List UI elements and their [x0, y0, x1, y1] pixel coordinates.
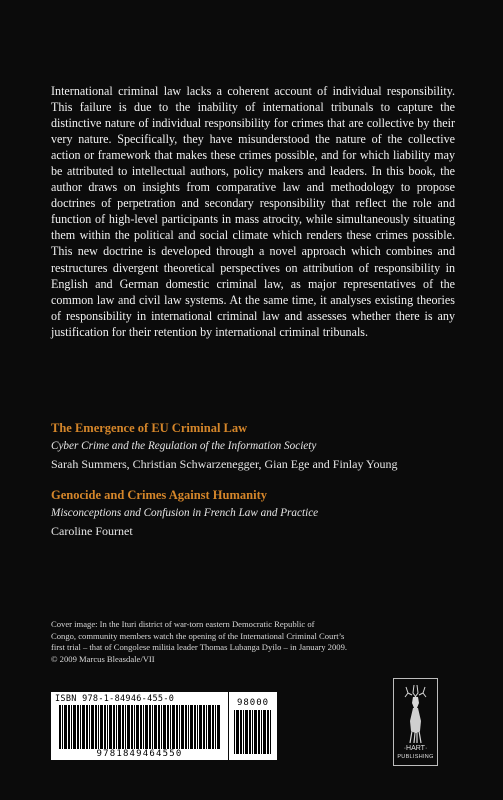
barcode-bar [252, 710, 253, 754]
barcode-bar [125, 705, 126, 749]
barcode-bar [236, 710, 239, 754]
barcode-bar [208, 705, 211, 749]
barcode-bar [197, 705, 198, 749]
cover-credit-line: Cover image: In the Ituri district of war-torn eastern Democratic Republic of [51, 619, 315, 629]
barcode-bar [77, 705, 79, 749]
price-barcode [229, 692, 277, 760]
barcode-bar [167, 705, 169, 749]
barcode-bar [176, 705, 178, 749]
barcode-bars [59, 705, 220, 749]
barcode-bar [80, 705, 81, 749]
price-code: 98000 [236, 698, 270, 708]
barcode-bar [234, 710, 235, 754]
barcode-bar [109, 705, 112, 749]
barcode-bar [140, 705, 142, 749]
barcode-bar [267, 710, 269, 754]
barcode-bar [118, 705, 121, 749]
barcode-bar [113, 705, 115, 749]
back-cover-blurb: International criminal law lacks a coherent account of individual responsibility. This failure is due to the inability of international tribunals to capture the distinctive nature of individual responsibility for crimes that are collective by their very nature. Specifically, they have misunderstood the nature of the collective action or framework that makes these crimes possible, and for which liability may be attributed to intellectual authors, policy makers and leaders. In this book, the author draws on insights from comparative law and methodology to propose doctrines of perpetration and secondary responsibility that reflect the role and function of high-level participants in mass atrocity, while simultaneously situating them within the political and social climate which renders these crimes possible. This new doctrine is developed through a novel approach which combines and restructures divergent theoretical perspectives on attribution of responsibility in English and German domestic criminal law, as major representatives of the common law and civil law systems. At the same time, it analyses existing theories of responsibility in international criminal law and assesses whether there is any justification for their retention by international criminal tribunals. [51, 84, 455, 339]
barcode-bar [62, 705, 63, 749]
barcode-bar [86, 705, 88, 749]
barcode-bar [249, 710, 251, 754]
barcode-bar [143, 705, 144, 749]
barcode-bar [199, 705, 202, 749]
barcode-bar [170, 705, 171, 749]
barcode-bar [122, 705, 124, 749]
cover-credit-line: © 2009 Marcus Bleasdale/VII [51, 653, 155, 664]
barcode-bar [127, 705, 130, 749]
barcode-bar [145, 705, 148, 749]
barcode-bar [104, 705, 106, 749]
barcode-bar [263, 710, 266, 754]
barcode-bar [82, 705, 85, 749]
barcode-bar [59, 705, 61, 749]
barcode-bar [270, 710, 271, 754]
barcode-bar [73, 705, 76, 749]
publisher-subname: PUBLISHING [397, 754, 434, 760]
barcode-bar [152, 705, 153, 749]
related-book-subtitle: Misconceptions and Confusion in French Law and Practice [51, 507, 319, 519]
barcode-bar [181, 705, 184, 749]
barcode-bar [172, 705, 175, 749]
barcode-bar [243, 710, 244, 754]
hart-publishing-logo [393, 678, 438, 766]
barcode-bar [149, 705, 151, 749]
barcode-bar [64, 705, 67, 749]
stag-icon [394, 681, 437, 745]
barcode-bar [116, 705, 117, 749]
barcode-bar [194, 705, 196, 749]
barcode-bar [98, 705, 99, 749]
barcode-bar [212, 705, 214, 749]
barcode-bar [217, 705, 220, 749]
barcode-bar [107, 705, 108, 749]
barcode-bar [158, 705, 160, 749]
barcode-bar [188, 705, 189, 749]
barcode-bar [134, 705, 135, 749]
barcode-number: 9781849464550 [96, 749, 183, 759]
cover-credit-line: first trial – that of Congolese militia leader Thomas Lubanga Dyilo – in January 2009. [51, 642, 348, 653]
related-book-2 [51, 487, 471, 540]
related-book-title: The Emergence of EU Criminal Law [51, 421, 248, 435]
isbn-barcode [51, 692, 228, 760]
cover-credit-line: Congo, community members watch the opening of the International Criminal Court’s [51, 630, 345, 641]
barcode-bar [203, 705, 205, 749]
barcode-bar [179, 705, 180, 749]
barcode-bar [95, 705, 97, 749]
barcode-bar [161, 705, 162, 749]
barcode-bar [245, 710, 248, 754]
barcode-bar [163, 705, 166, 749]
related-book-authors: Caroline Fournet [51, 524, 133, 538]
barcode-bar [154, 705, 157, 749]
barcode-bar [261, 710, 262, 754]
related-book-1 [51, 420, 471, 473]
isbn-label: ISBN 978-1-84946-455-0 [55, 694, 175, 704]
related-book-subtitle: Cyber Crime and the Regulation of the Information Society [51, 440, 317, 452]
related-book-title: Genocide and Crimes Against Humanity [51, 488, 267, 502]
barcode-bar [71, 705, 72, 749]
barcode-bar [254, 710, 257, 754]
barcode-bar [190, 705, 193, 749]
publisher-name: ·HART· [403, 745, 428, 752]
barcode-bar [100, 705, 103, 749]
barcode-bar [89, 705, 90, 749]
barcode-bar [185, 705, 187, 749]
related-book-authors: Sarah Summers, Christian Schwarzenegger, Gian Ege and Finlay Young [51, 457, 398, 471]
barcode-bar [91, 705, 94, 749]
barcode-bar [240, 710, 242, 754]
barcode-bar [206, 705, 207, 749]
barcode-bar [215, 705, 216, 749]
price-barcode-bars [234, 710, 272, 754]
barcode-bar [136, 705, 139, 749]
barcode-bar [68, 705, 70, 749]
cover-image-credit [51, 619, 471, 665]
barcode-bar [131, 705, 133, 749]
barcode-bar [258, 710, 260, 754]
